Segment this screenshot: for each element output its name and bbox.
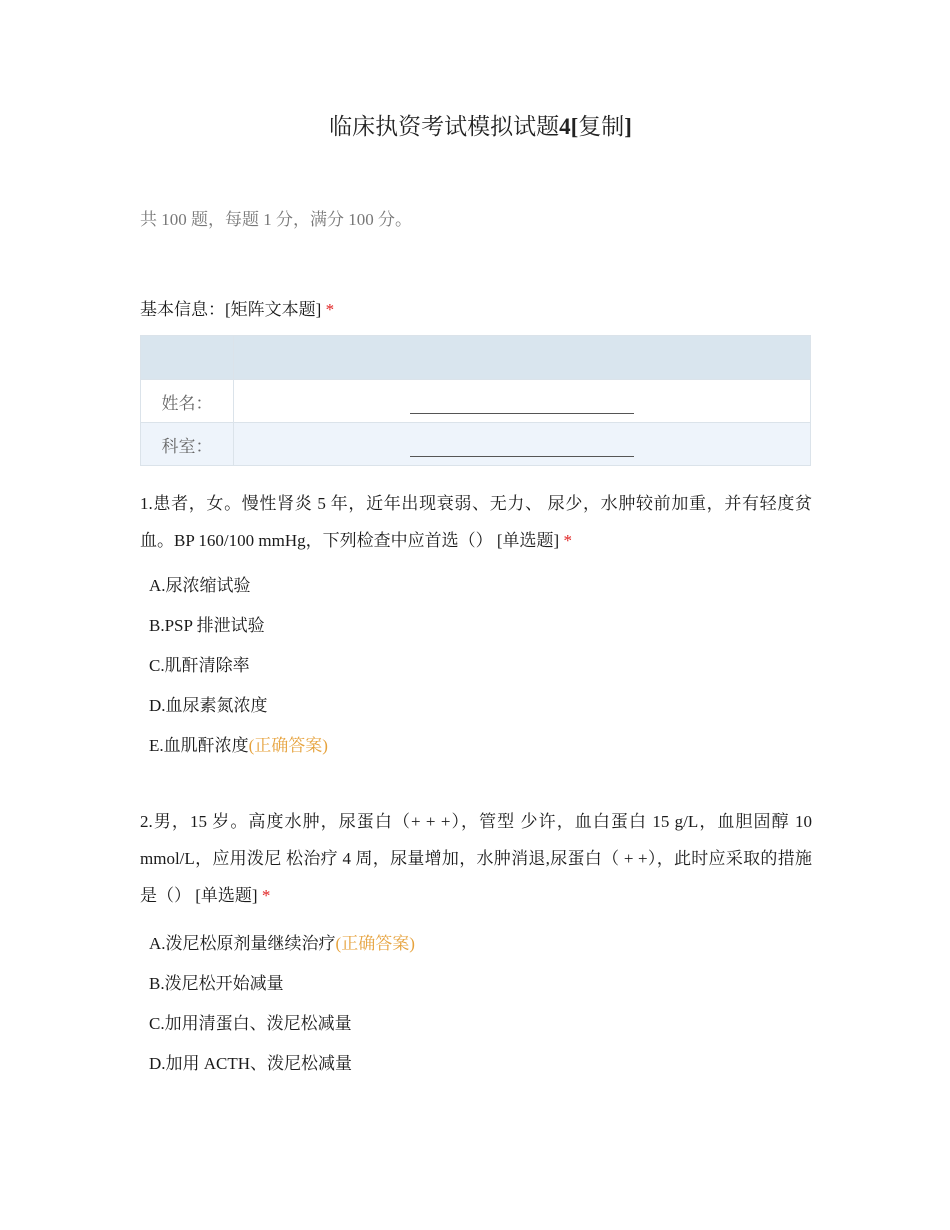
matrix-row-name [141, 380, 811, 423]
question-1-option-e[interactable] [149, 730, 328, 770]
basic-info-matrix [140, 335, 811, 466]
required-mark: * [325, 300, 335, 319]
name-field[interactable] [234, 380, 811, 423]
question-1-required-mark: * [563, 531, 572, 550]
question-2-option-a[interactable] [149, 928, 415, 968]
question-1-text: 1.患者，女。慢性肾炎 5 年，近年出现衰弱、无力、 尿少，水肿较前加重，并有轻度贫血。BP 160/100 mmHg，下列检查中应首选（） [单选题] [140, 494, 812, 550]
question-2 [140, 803, 812, 914]
question-2-required-mark: * [261, 886, 271, 905]
matrix-header-row [141, 336, 811, 380]
question-2-text: 2.男，15 岁。高度水肿，尿蛋白（+ + +），管型 少许，血白蛋白 15 g/L，血胆固醇 10 mmol/L，应用泼尼 松治疗 4 周，尿量增加，水肿消退,尿蛋白（ + +），此时应采取的措施是（） [单选题] [140, 812, 812, 905]
department-label: 科室： [141, 423, 234, 466]
question-2-option-c[interactable] [149, 1008, 415, 1048]
option-text: E.血肌酐浓度 [149, 736, 249, 755]
name-fill-line [410, 397, 634, 414]
matrix-header-value-cell [234, 336, 811, 380]
correct-answer-tag: (正确答案) [335, 934, 415, 953]
department-fill-line [410, 440, 634, 457]
question-1 [140, 485, 812, 559]
correct-answer-tag: (正确答案) [248, 736, 328, 755]
option-text: A.泼尼松原剂量继续治疗 [149, 934, 336, 953]
matrix-row-department [141, 423, 811, 466]
title-close-bracket: ] [624, 114, 632, 139]
question-1-option-d[interactable] [149, 690, 328, 730]
department-field[interactable] [234, 423, 811, 466]
option-text: D.加用 ACTH、泼尼松减量 [149, 1054, 353, 1073]
option-text: C.加用清蛋白、泼尼松减量 [149, 1014, 352, 1033]
page-title [140, 110, 821, 144]
title-number: 4[ [559, 114, 579, 139]
option-text: D.血尿素氮浓度 [149, 696, 268, 715]
basic-info-label [140, 297, 334, 323]
question-2-option-d[interactable] [149, 1048, 415, 1088]
option-text: A.尿浓缩试验 [149, 576, 251, 595]
exam-intro: 共 100 题，每题 1 分，满分 100 分。 [140, 210, 412, 229]
question-2-options [149, 928, 415, 1088]
question-1-option-c[interactable] [149, 650, 328, 690]
title-text: 临床执资考试模拟试题 [329, 114, 560, 139]
title-suffix: 复制 [578, 114, 625, 139]
option-text: B.PSP 排泄试验 [149, 616, 265, 635]
question-1-option-a[interactable] [149, 570, 328, 610]
basic-info-label-text: 基本信息：[矩阵文本题] [140, 300, 322, 319]
option-text: C.肌酐清除率 [149, 656, 250, 675]
question-1-options [149, 570, 328, 770]
question-2-option-b[interactable] [149, 968, 415, 1008]
matrix-header-label-cell [141, 336, 234, 380]
name-label: 姓名： [141, 380, 234, 423]
question-1-option-b[interactable] [149, 610, 328, 650]
option-text: B.泼尼松开始减量 [149, 974, 284, 993]
